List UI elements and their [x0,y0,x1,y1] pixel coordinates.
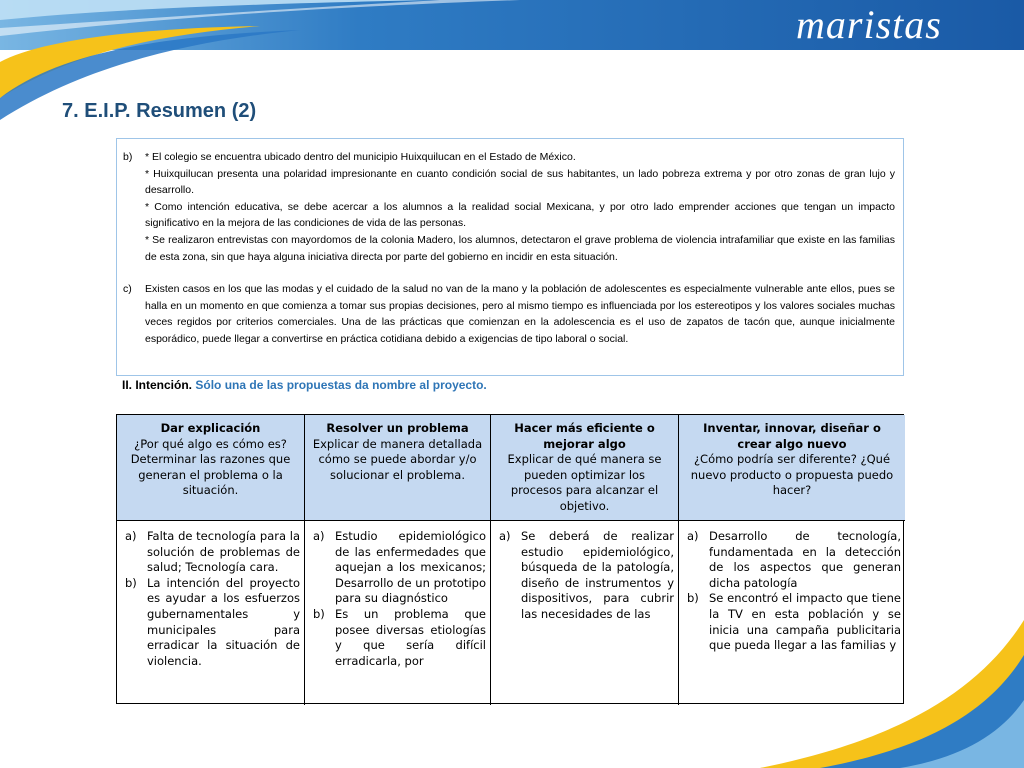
table-body-cell [679,521,905,705]
header-text: ¿Cómo podría ser diferente? ¿Qué nuevo producto o propuesta puedo hacer? [690,452,894,498]
header-text: Explicar de manera detallada cómo se puede abordar y/o solucionar el problema. [312,436,483,482]
item-marker: b) [123,151,133,163]
slide-title: 7. E.I.P. Resumen (2) [62,100,257,122]
list-item [121,529,300,576]
header-title: Hacer más eficiente o mejorar algo [514,421,655,451]
summary-line: * El colegio se encuentra ubicado dentro del municipio Huixquilucan en el Estado de México. [145,151,576,163]
item-text: Es un problema que posee diversas etiologías y que sería difícil erradicarla, por [335,606,486,668]
table-header-cell [117,415,305,521]
summary-line: * Como intención educativa, se debe acercar a los alumnos a la realidad social Mexicana, y por otro lado emprender acciones que tengan un impacto significativo en la mejora de las condiciones de vida de las personas. [145,200,895,230]
item-marker: a) [313,529,325,543]
header-title: Resolver un problema [326,421,469,435]
summary-line: * Huixquilucan presenta una polaridad impresionante en cuanto condición social de sus habitantes, un lado pobreza extrema y por otro zonas de gran lujo y desarrollo. [145,167,895,197]
summary-textbox [116,138,904,376]
list-item [495,529,674,623]
summary-item-b [123,149,895,265]
header-title: Dar explicación [160,421,261,435]
intention-label: II. Intención. [122,378,193,392]
item-text: Falta de tecnología para la solución de problemas de salud; Tecnología cara. [147,529,300,575]
maristas-logo: maristas [796,2,942,47]
summary-item-c [123,281,895,347]
item-marker: b) [125,575,137,590]
list-item [309,607,486,669]
table-header-cell [491,415,679,521]
item-text: Estudio epidemiológico de las enfermedades que aquejan a los mexicanos; Desarrollo de un prototipo para su diagnóstico [335,529,486,606]
list-item [309,529,486,607]
list-item [683,591,901,653]
summary-line: * Se realizaron entrevistas con mayordomos de la colonia Madero, los alumnos, detectaron el grave problema de violencia intrafamiliar que existe en las familias de esta zona, sin que haya alguna iniciativa directa por parte del gobierno en incidir en esta situación. [145,233,895,263]
table-body-cell [117,521,305,705]
header-text: ¿Por qué algo es cómo es? Determinar las razones que generan el problema o la situación. [130,436,291,498]
item-marker: a) [687,529,699,543]
header-text: Explicar de qué manera se pueden optimizar los procesos para alcanzar el objetivo. [507,452,662,513]
item-marker: b) [313,606,325,621]
item-text: Se encontró el impacto que tiene la TV en esta población y se inicia una campaña publicitaria que pueda llegar a las familias y [709,591,901,653]
intention-highlight: Sólo una de las propuestas da nombre al proyecto. [195,378,487,392]
header-title: Inventar, innovar, diseñar o crear algo nuevo [703,421,881,451]
item-marker: b) [687,591,699,606]
item-text: Se deberá de realizar estudio epidemiológico, búsqueda de la patología, diseño de instrumentos y dispositivos, para cubrir las necesidades de las [521,529,674,621]
item-text: La intención del proyecto es ayudar a los esfuerzos gubernamentales y municipales para erradicar la situación de violencia. [147,575,300,668]
table-body-cell [305,521,491,705]
list-item [121,576,300,670]
intention-heading [122,378,487,392]
item-text: Desarrollo de tecnología, fundamentada en la detección de los aspectos que generan dicha patología [709,529,901,590]
list-item [683,529,901,591]
summary-paragraph: Existen casos en los que las modas y el cuidado de la salud no van de la mano y la población de adolescentes es especialmente vulnerable ante ellos, pues se halla en un momento en que comienza a tomar sus propias decisiones, pero al mismo tiempo es influenciada por los estereotipos y los valores sociales muchas veces regidos por criterios comerciales. Una de las prácticas que comienzan en la adolescencia es el uso de zapatos de tacón que, aunque inicialmente esporádico, puede llegar a convertirse en práctica cotidiana debido a exigencias de tipo laboral o social. [145,283,895,345]
table-body-cell [491,521,679,705]
table-header-cell [679,415,905,521]
intention-table [116,414,904,704]
table-header-cell [305,415,491,521]
item-marker: a) [499,529,511,543]
item-marker: c) [123,283,132,296]
item-marker: a) [125,529,137,543]
